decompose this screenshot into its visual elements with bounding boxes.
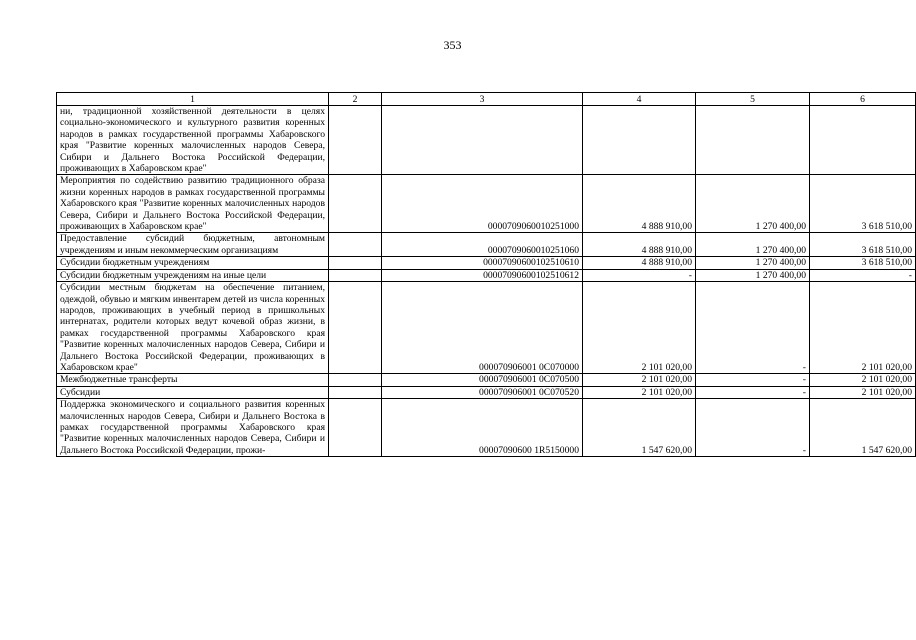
column-header: 3 bbox=[382, 93, 583, 106]
column-header: 4 bbox=[583, 93, 696, 106]
table-row bbox=[57, 106, 916, 175]
row-value-6: 3 618 510,00 bbox=[810, 257, 916, 269]
row-name: ни, традиционной хозяйственной деятельности в целях социально-экономического и культурного развития коренных народов в рамках государственной программы Хабаровского края "Развитие коренных малочисленных народов Севера, Сибири и Дальнего Востока Российской Федерации, проживающих в Хабаровском крае" bbox=[57, 106, 329, 175]
row-col2 bbox=[329, 233, 382, 257]
row-code: 000070906001 0C070000 bbox=[382, 282, 583, 374]
row-value-4: 2 101 020,00 bbox=[583, 374, 696, 386]
column-header: 2 bbox=[329, 93, 382, 106]
row-name: Межбюджетные трансферты bbox=[57, 374, 329, 386]
page-number: 353 bbox=[443, 38, 462, 52]
column-header: 5 bbox=[696, 93, 810, 106]
row-value-5 bbox=[696, 106, 810, 175]
row-value-5: - bbox=[696, 282, 810, 374]
row-name: Субсидии bbox=[57, 386, 329, 398]
row-col2 bbox=[329, 282, 382, 374]
row-name: Мероприятия по содействию развитию традиционного образа жизни коренных народов в рамках государственной программы Хабаровского края "Развитие коренных малочисленных народов Севера, Сибири и Дальнего Востока Российской Федерации, проживающих в Хабаровском крае" bbox=[57, 175, 329, 233]
table-row bbox=[57, 269, 916, 281]
row-col2 bbox=[329, 386, 382, 398]
row-value-4: 4 888 910,00 bbox=[583, 233, 696, 257]
row-value-4: 2 101 020,00 bbox=[583, 386, 696, 398]
row-value-4: 2 101 020,00 bbox=[583, 282, 696, 374]
table-header-row bbox=[57, 93, 916, 106]
column-header: 1 bbox=[57, 93, 329, 106]
row-value-6: 3 618 510,00 bbox=[810, 175, 916, 233]
row-name: Субсидии бюджетным учреждениям bbox=[57, 257, 329, 269]
row-value-6 bbox=[810, 106, 916, 175]
row-value-6: 2 101 020,00 bbox=[810, 282, 916, 374]
row-value-4: - bbox=[583, 269, 696, 281]
table-row bbox=[57, 282, 916, 374]
row-code: 00007090600 1R5150000 bbox=[382, 399, 583, 457]
table-row bbox=[57, 257, 916, 269]
row-col2 bbox=[329, 269, 382, 281]
row-code: 0000709060010251060 bbox=[382, 233, 583, 257]
row-value-4: 4 888 910,00 bbox=[583, 257, 696, 269]
table-row bbox=[57, 386, 916, 398]
row-col2 bbox=[329, 106, 382, 175]
row-code bbox=[382, 106, 583, 175]
row-value-6: 2 101 020,00 bbox=[810, 386, 916, 398]
row-value-4 bbox=[583, 106, 696, 175]
row-value-5: 1 270 400,00 bbox=[696, 233, 810, 257]
table-row bbox=[57, 233, 916, 257]
row-code: 00007090600102510610 bbox=[382, 257, 583, 269]
row-value-5: 1 270 400,00 bbox=[696, 269, 810, 281]
row-col2 bbox=[329, 374, 382, 386]
row-col2 bbox=[329, 399, 382, 457]
row-col2 bbox=[329, 175, 382, 233]
row-col2 bbox=[329, 257, 382, 269]
table-row bbox=[57, 399, 916, 457]
row-value-5: - bbox=[696, 399, 810, 457]
row-name: Предоставление субсидий бюджетным, автономным учреждениям и иным некоммерческим организациям bbox=[57, 233, 329, 257]
row-value-4: 4 888 910,00 bbox=[583, 175, 696, 233]
row-value-6: - bbox=[810, 269, 916, 281]
row-value-6: 1 547 620,00 bbox=[810, 399, 916, 457]
table-row bbox=[57, 175, 916, 233]
row-name: Поддержка экономического и социального развития коренных малочисленных народов Севера, Сибири и Дальнего Востока в рамках государственной программы Хабаровского края "Развитие коренных малочисленных народов Севера, Сибири и Дальнего Востока Российской Федерации, прожи- bbox=[57, 399, 329, 457]
row-name: Субсидии местным бюджетам на обеспечение питанием, одеждой, обувью и мягким инвентарем детей из числа коренных народов, проживающих в учебный период в пришкольных интернатах, родители которых ведут кочевой образ жизни, в рамках государственной программы Хабаровского края "Развитие коренных малочисленных народов Севера, Сибири и Дальнего Востока Российской Федерации, проживающих в Хабаровском крае" bbox=[57, 282, 329, 374]
row-name: Субсидии бюджетным учреждениям на иные цели bbox=[57, 269, 329, 281]
row-value-5: - bbox=[696, 374, 810, 386]
row-code: 0000709060010251000 bbox=[382, 175, 583, 233]
column-header: 6 bbox=[810, 93, 916, 106]
row-value-6: 2 101 020,00 bbox=[810, 374, 916, 386]
row-code: 000070906001 0C070500 bbox=[382, 374, 583, 386]
row-value-6: 3 618 510,00 bbox=[810, 233, 916, 257]
row-code: 00007090600102510612 bbox=[382, 269, 583, 281]
row-code: 000070906001 0C070520 bbox=[382, 386, 583, 398]
row-value-5: - bbox=[696, 386, 810, 398]
budget-table bbox=[56, 92, 916, 457]
row-value-5: 1 270 400,00 bbox=[696, 175, 810, 233]
row-value-5: 1 270 400,00 bbox=[696, 257, 810, 269]
table-row bbox=[57, 374, 916, 386]
row-value-4: 1 547 620,00 bbox=[583, 399, 696, 457]
